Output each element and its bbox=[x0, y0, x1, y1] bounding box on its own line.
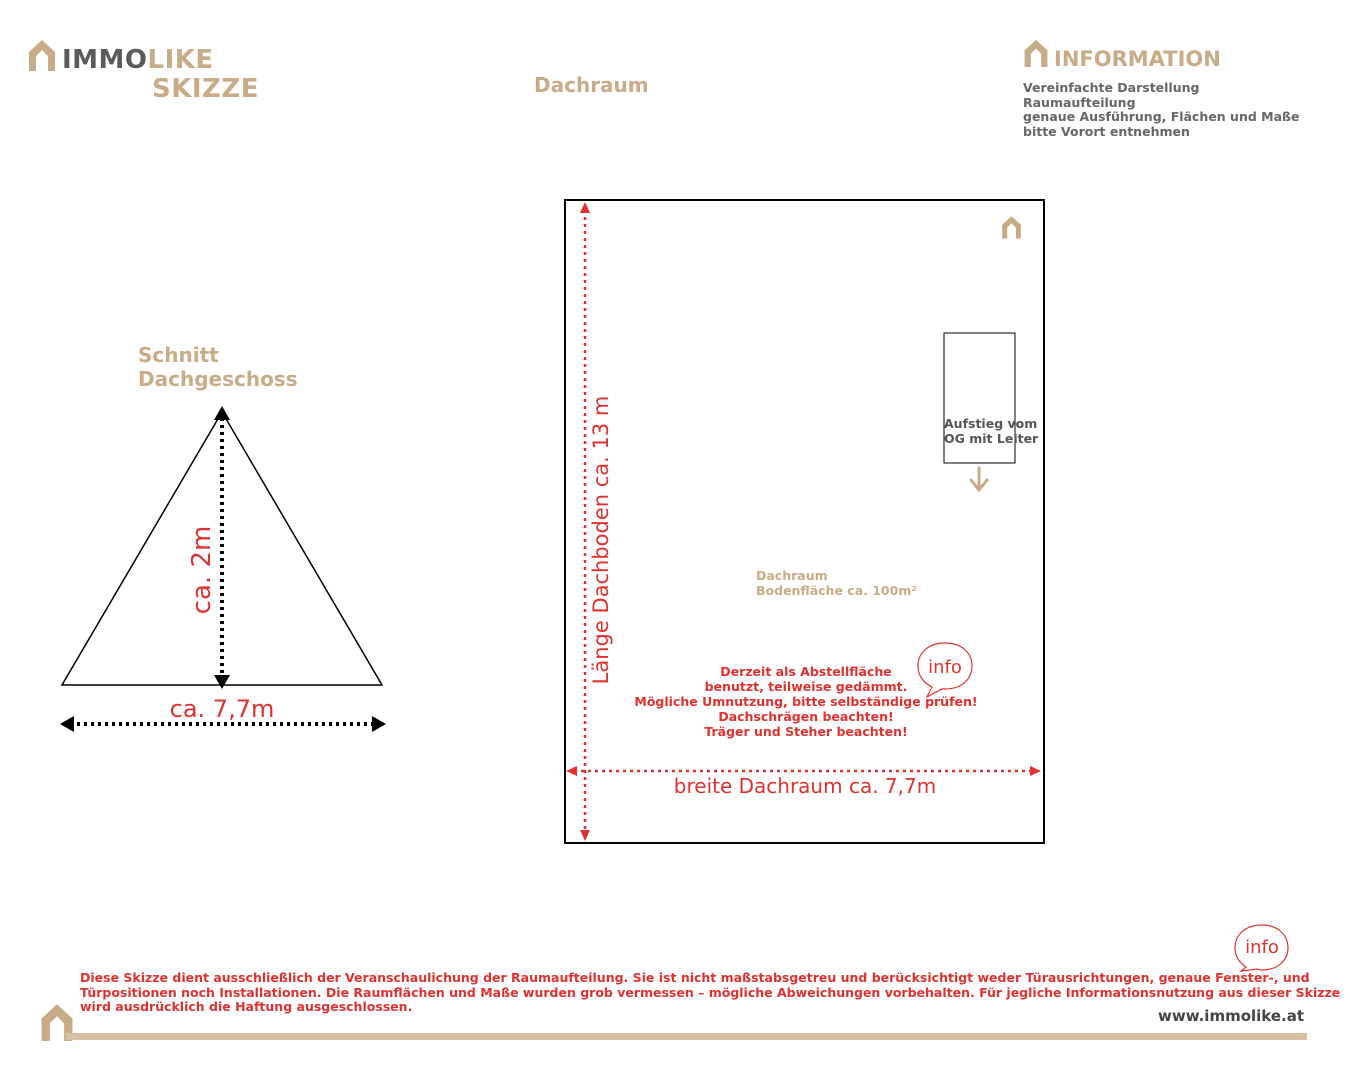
section-width-label: ca. 7,7m bbox=[169, 695, 275, 723]
info-line: Raumaufteilung bbox=[1023, 94, 1136, 110]
footer-info-label: info bbox=[1245, 937, 1279, 958]
arrow-left-icon bbox=[566, 766, 577, 776]
arrow-right-icon bbox=[1030, 766, 1041, 776]
info-line: bitte Vorort entnehmen bbox=[1023, 123, 1190, 139]
disclaimer-line: Türpositionen noch Installationen. Die Raumflächen und Maße wurden grob vermessen – mögliche Abweichungen vorbehalten. Für jegliche Informationsnutzung aus dieser Skizze bbox=[80, 984, 1341, 1000]
plan-note-line: Mögliche Umnutzung, bitte selbständige prüfen! bbox=[634, 694, 978, 709]
info-bubble-icon bbox=[1230, 922, 1290, 972]
website-link[interactable]: www.immolike.at bbox=[1158, 1007, 1305, 1025]
brand-like-text: LIKE bbox=[147, 45, 214, 75]
arrow-down-icon bbox=[971, 468, 987, 490]
house-logo-icon bbox=[1002, 216, 1021, 238]
arrow-down-icon bbox=[580, 830, 590, 841]
hatch-label-line: OG mit Leiter bbox=[944, 431, 1039, 446]
plan-note-line: benutzt, teilweise gedämmt. bbox=[704, 679, 908, 694]
plan-length-label: Länge Dachboden ca. 13 m bbox=[589, 395, 613, 685]
info-line: genaue Ausführung, Flächen und Maße bbox=[1023, 109, 1300, 124]
plan-note-line: Derzeit als Abstellfläche bbox=[720, 664, 892, 679]
plan-note-line: Träger und Steher beachten! bbox=[704, 724, 908, 739]
info-bubble-label: info bbox=[928, 657, 962, 678]
section-title-line: Schnitt bbox=[138, 343, 219, 367]
section-title-line: Dachgeschoss bbox=[138, 367, 298, 391]
room-area: Bodenfläche ca. 100m² bbox=[756, 583, 917, 598]
hatch-label bbox=[944, 416, 1038, 446]
brand-skizze-text: SKIZZE bbox=[152, 74, 260, 104]
footer-divider bbox=[66, 1033, 1307, 1040]
section-height-label: ca. 2m bbox=[187, 525, 217, 615]
disclaimer-line: wird ausdrücklich die Haftung ausgeschlossen. bbox=[80, 999, 413, 1014]
plan-note bbox=[606, 664, 1006, 739]
disclaimer bbox=[80, 971, 1340, 1015]
disclaimer-line: Diese Skizze dient ausschließlich der Veranschaulichung der Raumaufteilung. Sie ist nicht maßstabsgetreu und berücksichtigt weder Türausrichtungen, genaue Fenster-, und bbox=[80, 970, 1310, 985]
brand-immo-text: IMMO bbox=[62, 45, 148, 75]
room-name: Dachraum bbox=[756, 568, 828, 583]
floor-plan-outline bbox=[565, 200, 1044, 843]
info-title: INFORMATION bbox=[1054, 47, 1221, 71]
plan-note-line: Dachschrägen beachten! bbox=[718, 709, 894, 724]
arrow-up-icon bbox=[580, 202, 590, 213]
room-label bbox=[756, 568, 917, 598]
hatch-label-line: Aufstieg vom bbox=[944, 416, 1038, 431]
plan-width-label: breite Dachraum ca. 7,7m bbox=[673, 774, 937, 798]
info-line: Vereinfachte Darstellung bbox=[1023, 80, 1200, 95]
page-title: Dachraum bbox=[534, 73, 649, 97]
